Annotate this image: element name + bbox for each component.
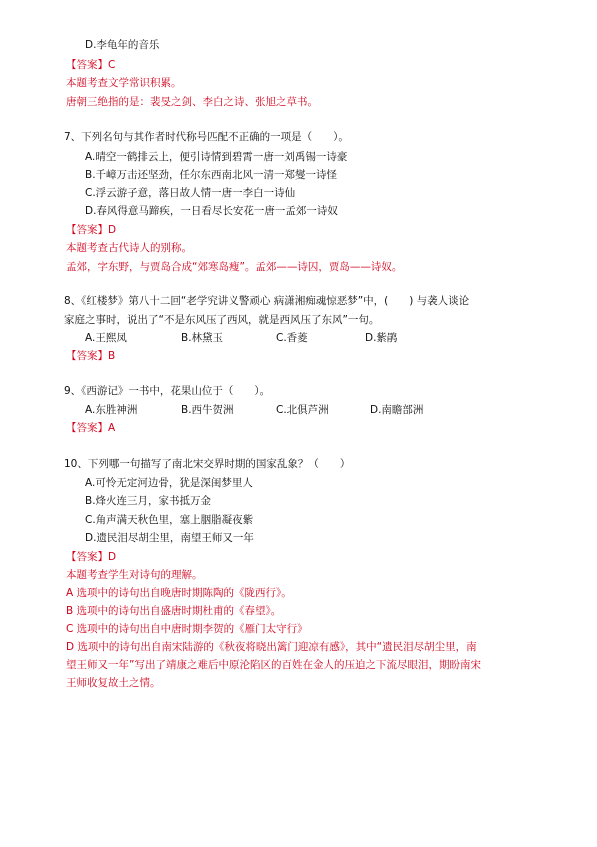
question-8-stem-continued: 家庭之事时，说出了“不是东风压了西风，就是西风压了东风”一句。 [64, 314, 380, 326]
explanation-line: 本题考查学生对诗句的理解。 [66, 569, 203, 581]
question-8-stem: 8、《红楼梦》第八十二回“老学究讲义警顽心 病潇湘痴魂惊恶梦”中，( ) 与袭人谈论 [64, 295, 470, 307]
question-10-stem: 10、下列哪一句描写了南北宋交界时期的国家乱象？（ ） [64, 458, 351, 470]
option-d: D.李龟年的音乐 [85, 39, 160, 51]
explanation-line: 本题考查古代诗人的别称。 [66, 242, 192, 254]
explanation-line: 唐朝三绝指的是：裴旻之剑、李白之诗、张旭之草书。 [66, 96, 318, 108]
option-b: B.西牛贺洲 [181, 404, 234, 416]
option-c: C.角声满天秋色里，塞上胭脂凝夜紫 [85, 514, 254, 526]
option-c: C.北俱芦洲 [276, 404, 329, 416]
option-a: A.东胜神洲 [85, 404, 138, 416]
question-9-stem: 9、《西游记》一书中，花果山位于（ ）。 [64, 385, 271, 397]
explanation-line: B 选项中的诗句出自盛唐时期杜甫的《春望》。 [66, 605, 282, 617]
question-7-stem: 7、下列名句与其作者时代称号匹配不正确的一项是（ ）。 [64, 131, 349, 143]
option-b: B.烽火连三月，家书抵万金 [85, 495, 212, 507]
option-d: D.遗民泪尽胡尘里，南望王师又一年 [85, 532, 254, 544]
answer-label: 【答案】B [66, 350, 116, 362]
option-d: D.南瞻部洲 [370, 404, 424, 416]
answer-label: 【答案】D [66, 551, 117, 563]
explanation-line: 本题考查文学常识积累。 [66, 77, 182, 89]
option-c: C.香菱 [276, 332, 308, 344]
option-d: D.紫鹃 [365, 332, 398, 344]
option-d: D.春风得意马蹄疾，一日看尽长安花一唐一孟郊一诗奴 [85, 205, 338, 217]
option-a: A.王熙凤 [85, 332, 127, 344]
answer-label: 【答案】A [66, 422, 116, 434]
option-a: A.晴空一鹤排云上，便引诗情到碧霄一唐一刘禹锡一诗豪 [85, 151, 348, 163]
explanation-line: 王师收复故土之情。 [66, 677, 161, 689]
option-c: C.浮云游子意，落日故人情一唐一李白一诗仙 [85, 187, 296, 199]
explanation-line: 孟郊，字东野，与贾岛合成“郊寒岛瘦”。孟郊——诗囚，贾岛——诗奴。 [66, 261, 403, 273]
option-b: B.千嶂万击还坚劲，任尔东西南北风一清一郑燮一诗怪 [85, 169, 338, 181]
explanation-line: 望王师又一年”写出了靖康之难后中原沦陷区的百姓在金人的压迫之下流尽眼泪，期盼南宋 [66, 659, 481, 671]
option-b: B.林黛玉 [181, 332, 224, 344]
explanation-line: A 选项中的诗句出自晚唐时期陈陶的《陇西行》。 [66, 587, 292, 599]
option-a: A.可怜无定河边骨，犹是深闺梦里人 [85, 477, 253, 489]
answer-label: 【答案】C [66, 59, 116, 71]
explanation-line: C 选项中的诗句出自中唐时期李贺的《雁门太守行》 [66, 623, 308, 635]
explanation-line: D 选项中的诗句出自南宋陆游的《秋夜将晓出篱门迎凉有感》，其中“遗民泪尽胡尘里，南 [66, 641, 477, 653]
answer-label: 【答案】D [66, 224, 117, 236]
